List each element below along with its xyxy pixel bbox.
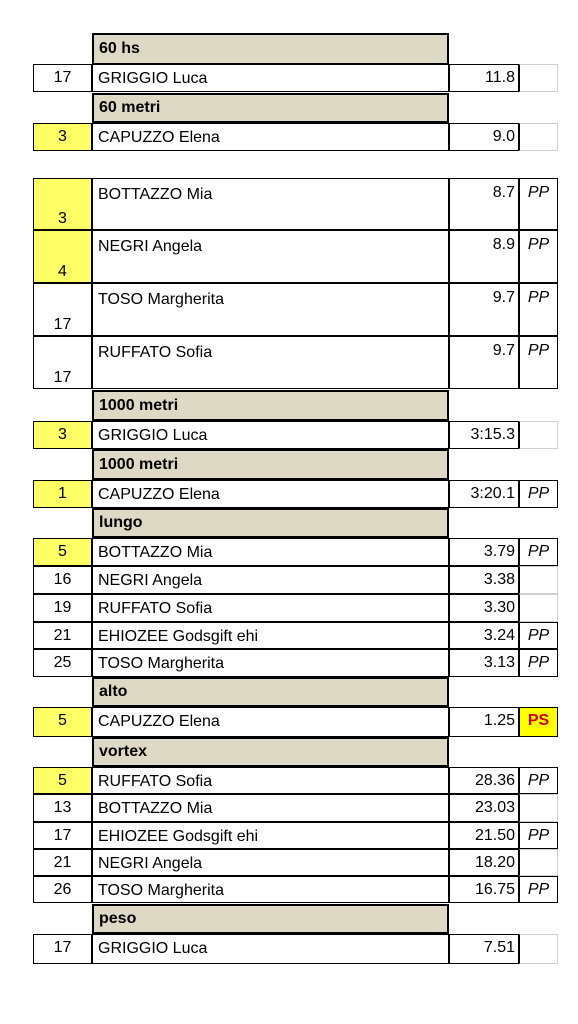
position-cell: 17 xyxy=(33,934,92,964)
position-cell: 5 xyxy=(33,707,92,737)
athlete-name-cell: RUFFATO Sofia xyxy=(92,767,449,794)
athlete-name-cell: NEGRI Angela xyxy=(92,566,449,594)
event-header xyxy=(92,737,449,767)
athlete-name-cell: GRIGGIO Luca xyxy=(92,934,449,964)
event-header xyxy=(92,904,449,934)
result-cell: 3.30 xyxy=(449,594,519,622)
result-cell: 11.8 xyxy=(449,64,519,92)
result-cell: 8.7 xyxy=(449,178,519,230)
result-cell: 9.7 xyxy=(449,336,519,389)
note-cell: PP xyxy=(519,336,558,389)
position-cell: 16 xyxy=(33,566,92,594)
result-cell: 9.0 xyxy=(449,123,519,151)
result-cell: 3:20.1 xyxy=(449,480,519,508)
note-cell: PS xyxy=(519,707,558,737)
note-cell: PP xyxy=(519,822,558,849)
athlete-name-cell: GRIGGIO Luca xyxy=(92,421,449,449)
position-cell: 13 xyxy=(33,794,92,822)
result-cell: 3.38 xyxy=(449,566,519,594)
note-cell: PP xyxy=(519,876,558,903)
note-cell: PP xyxy=(519,767,558,794)
position-cell: 25 xyxy=(33,649,92,677)
event-header xyxy=(92,508,449,538)
note-cell xyxy=(519,566,558,594)
result-cell: 18.20 xyxy=(449,849,519,876)
athlete-name-cell: TOSO Margherita xyxy=(92,649,449,677)
result-cell: 9.7 xyxy=(449,283,519,336)
result-cell: 3:15.3 xyxy=(449,421,519,449)
note-cell: PP xyxy=(519,538,558,566)
note-cell xyxy=(519,123,558,151)
athlete-name-cell: EHIOZEE Godsgift ehi xyxy=(92,822,449,849)
event-header-label: 60 hs xyxy=(99,40,140,57)
result-cell: 28.36 xyxy=(449,767,519,794)
note-cell xyxy=(519,64,558,92)
note-cell xyxy=(519,849,558,876)
event-header-label: 60 metri xyxy=(99,99,161,116)
athlete-name-cell: NEGRI Angela xyxy=(92,849,449,876)
event-header-label: lungo xyxy=(99,514,143,531)
position-cell: 5 xyxy=(33,538,92,566)
athlete-name-cell: BOTTAZZO Mia xyxy=(92,538,449,566)
athlete-name-cell: NEGRI Angela xyxy=(92,230,449,283)
position-cell: 21 xyxy=(33,622,92,649)
athlete-name-cell: GRIGGIO Luca xyxy=(92,64,449,92)
event-header xyxy=(92,93,449,123)
result-cell: 1.25 xyxy=(449,707,519,737)
note-cell: PP xyxy=(519,622,558,649)
position-cell: 21 xyxy=(33,849,92,876)
position-cell: 3 xyxy=(33,178,92,230)
athlete-name-cell: CAPUZZO Elena xyxy=(92,480,449,508)
athlete-name-cell: RUFFATO Sofia xyxy=(92,336,449,389)
event-header-label: 1000 metri xyxy=(99,455,179,473)
result-cell: 3.13 xyxy=(449,649,519,677)
result-cell: 8.9 xyxy=(449,230,519,283)
result-cell: 3.24 xyxy=(449,622,519,649)
position-cell: 1 xyxy=(33,480,92,508)
note-cell: PP xyxy=(519,178,558,230)
event-header xyxy=(92,677,449,707)
position-cell: 19 xyxy=(33,594,92,622)
position-cell: 17 xyxy=(33,64,92,92)
position-cell: 3 xyxy=(33,123,92,151)
athlete-name-cell: RUFFATO Sofia xyxy=(92,594,449,622)
event-header-label: 1000 metri xyxy=(99,396,179,414)
note-cell: PP xyxy=(519,230,558,283)
note-cell: PP xyxy=(519,480,558,508)
event-header xyxy=(92,449,449,480)
athlete-name-cell: CAPUZZO Elena xyxy=(92,123,449,151)
event-header-label: alto xyxy=(99,683,128,700)
position-cell: 17 xyxy=(33,336,92,389)
note-cell xyxy=(519,421,558,449)
athlete-name-cell: BOTTAZZO Mia xyxy=(92,178,449,230)
athlete-name-cell: BOTTAZZO Mia xyxy=(92,794,449,822)
result-cell: 23.03 xyxy=(449,794,519,822)
athlete-name-cell: TOSO Margherita xyxy=(92,283,449,336)
result-cell: 7.51 xyxy=(449,934,519,964)
position-cell: 17 xyxy=(33,283,92,336)
position-cell: 26 xyxy=(33,876,92,903)
position-cell: 4 xyxy=(33,230,92,283)
result-cell: 16.75 xyxy=(449,876,519,903)
result-cell: 21.50 xyxy=(449,822,519,849)
event-header xyxy=(92,33,449,65)
note-cell: PP xyxy=(519,649,558,677)
position-cell: 5 xyxy=(33,767,92,794)
position-cell: 17 xyxy=(33,822,92,849)
athlete-name-cell: TOSO Margherita xyxy=(92,876,449,903)
note-cell: PP xyxy=(519,283,558,336)
note-cell xyxy=(519,594,558,622)
event-header-label: peso xyxy=(99,910,137,927)
athlete-name-cell: EHIOZEE Godsgift ehi xyxy=(92,622,449,649)
note-cell xyxy=(519,794,558,822)
position-cell: 3 xyxy=(33,421,92,449)
note-cell xyxy=(519,934,558,964)
athlete-name-cell: CAPUZZO Elena xyxy=(92,707,449,737)
event-header xyxy=(92,390,449,421)
event-header-label: vortex xyxy=(99,743,148,760)
result-cell: 3.79 xyxy=(449,538,519,566)
